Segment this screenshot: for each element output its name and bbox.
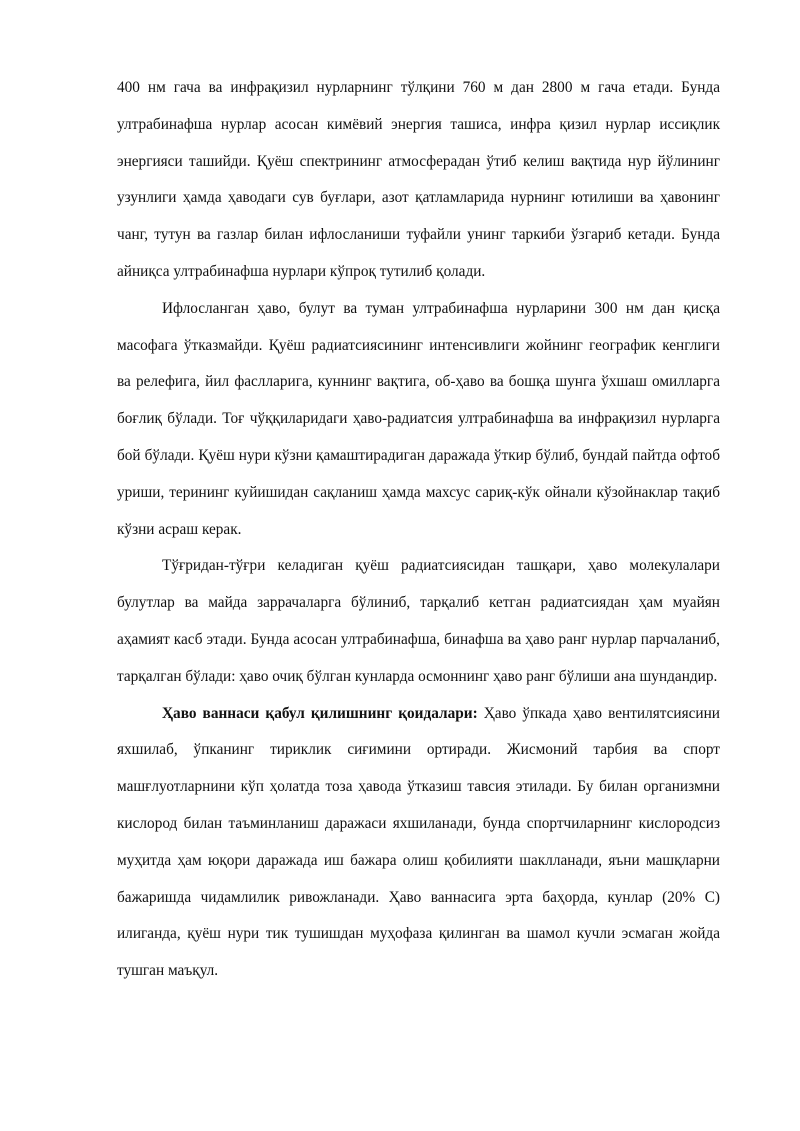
paragraph-scattered-radiation: Тўғридан-тўғри келадиган қуёш радиатсиясидан ташқари, ҳаво молекулалари булутлар ва майда заррачаларга бўлиниб, тарқалиб кетган радиатсиядан ҳам муайян аҳамият касб этади. Бунда асосан ултрабинафша, бинафша ва ҳаво ранг нурлар парчаланиб, тарқалган бўлади: ҳаво очиқ бўлган кунларда осмоннинг ҳаво ранг бўлиши ана шундандир. — [117, 557, 720, 685]
air-bath-rules-text: Ҳаво ўпкада ҳаво вентилятсиясини яхшилаб, ўпканинг тириклик сиғимини ортиради. Жисмоний тарбия ва спорт машғлуотларнини кўп ҳолатда тоза ҳавода ўтказиш тавсия этилади. Бу билан организмни кислород билан таъминланиш даражаси яхшиланади, бунда спортчиларнинг кислородсиз муҳитда ҳам юқори даражада иш бажара олиш қобилияти шаклланади, яъни машқларни бажаришда чидамлилик ривожланади. Ҳаво ваннасига эрта баҳорда, кунлар (20% С) илиганда, қуёш нури тик тушишдан муҳофаза қилинган ва шамол кучли эсмаган жойда тушган маъқул. — [117, 704, 720, 980]
paragraph-infrared-spectrum: 400 нм гача ва инфрақизил нурларнинг тўлқини 760 м дан 2800 м гача етади. Бунда ултрабинафша нурлар асосан кимёвий энергия ташиса, инфра қизил нурлар иссиқлик энергияси ташийди. Қуёш спектрининг атмосферадан ўтиб келиш вақтида нур йўлининг узунлиги ҳамда ҳаводаги сув буғлари, азот қатламларида нурнинг ютилиши ва ҳавонинг чанг, тутун ва газлар билан ифлосланиши туфайли унинг таркиби ўзгариб кетади. Бунда айниқса ултрабинафша нурлари кўпроқ тутилиб қолади. — [117, 79, 720, 280]
air-bath-rules-heading: Ҳаво ваннаси қабул қилишнинг қоидалари: — [162, 704, 478, 722]
paragraph-air-bath-rules — [117, 696, 720, 990]
paragraph-polluted-air: Ифлосланган ҳаво, булут ва туман ултрабинафша нурларини 300 нм дан қисқа масофага ўтказмайди. Қуёш радиатсиясининг интенсивлиги жойнинг географик кенглиги ва релефига, йил фаслларига, куннинг вақтига, об-ҳаво ва бошқа шунга ўхшаш омилларга боғлиқ бўлади. Тоғ чўққиларидаги ҳаво-радиатсия ултрабинафша ва инфрақизил нурларга бой бўлади. Қуёш нури кўзни қамаштирадиган даражада ўткир бўлиб, бундай пайтда офтоб уриши, терининг куйишидан сақланиш ҳамда махсус сариқ-кўк ойнали кўзойнаклар тақиб кўзни асраш керак. — [117, 299, 720, 538]
